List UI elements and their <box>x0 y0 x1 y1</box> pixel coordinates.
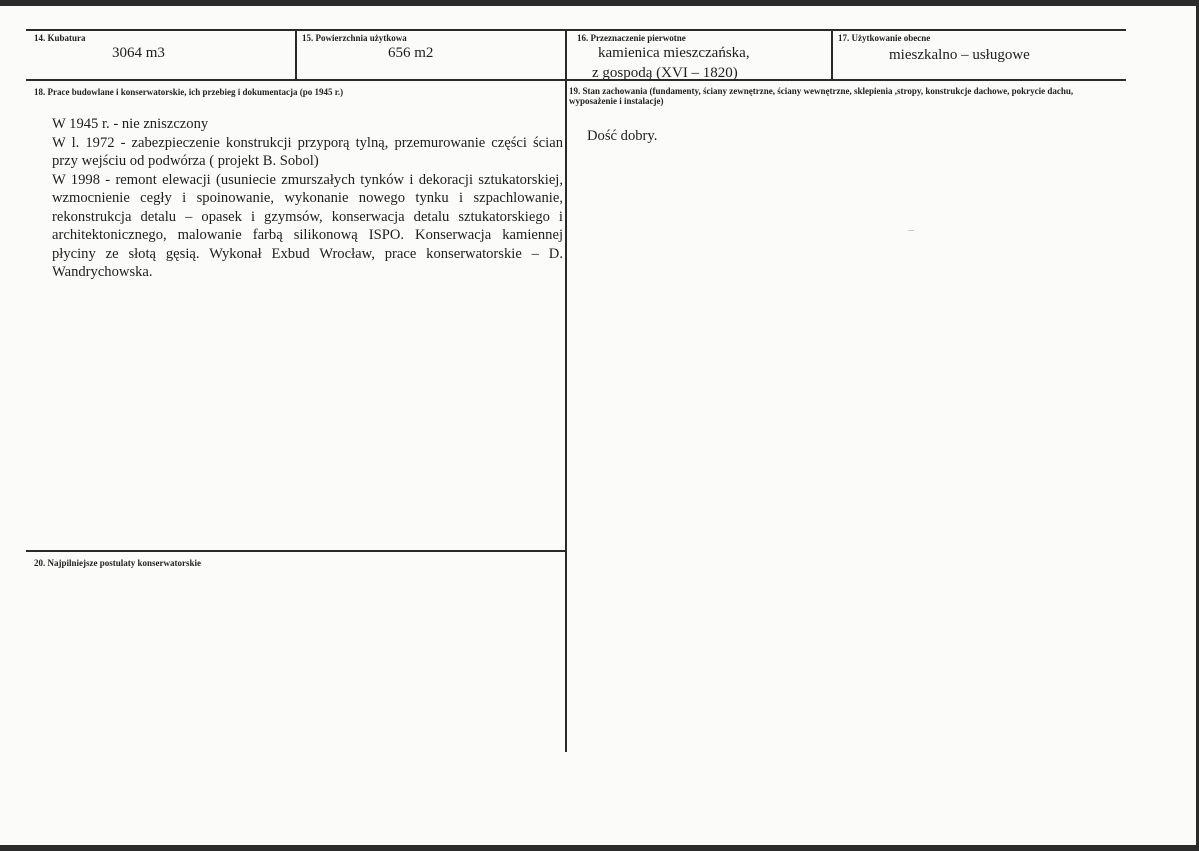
kubatura-value: 3064 m3 <box>112 45 165 61</box>
header-row-rule <box>26 79 1126 81</box>
uzytkowanie-value: mieszkalno – usługowe <box>889 47 1030 63</box>
przeznaczenie-value-line2: z gospodą (XVI – 1820) <box>592 65 738 81</box>
prace-entries <box>52 115 563 282</box>
stan-label: 19. Stan zachowania (fundamenty, ściany zewnętrzne, ściany wewnętrzne, sklepienia ,stropy, konstrukcje dachowe, pokrycie dachu, wyposażenie i instalacje) <box>569 86 1074 106</box>
przeznaczenie-value-line1: kamienica mieszczańska, <box>598 45 750 61</box>
prace-entry-1945: W 1945 r. - nie zniszczony <box>52 116 209 132</box>
prace-entry-1998: W 1998 - remont elewacji (usuniecie zmurszałych tynków i dekoracji sztukatorskiej, wzmocnienie cegły i spoinowanie, wykonanie nowego tynku i szpachlowanie, rekonstrukcja detalu – opasek i gzymsów, konserwacja detalu sztukatorskiego i architektonicznego, malowanie farbą silikonową ISPO. Konserwacja kamiennej płyciny ze słotą gęsią. Wykonał Exbud Wrocław, prace konserwatorskie – D. Wandrychowska. <box>52 171 563 280</box>
postulaty-label: 20. Najpilniejsze postulaty konserwatorskie <box>34 558 201 568</box>
prace-label: 18. Prace budowlane i konserwatorskie, ich przebieg i dokumentacja (po 1945 r.) <box>34 87 344 97</box>
postulates-rule <box>26 550 566 552</box>
top-rule <box>26 29 1126 31</box>
divider-15 <box>295 29 297 81</box>
uzytkowanie-label: 17. Użytkowanie obecne <box>838 33 931 43</box>
prace-entry-1972: W l. 1972 - zabezpieczenie konstrukcji przyporą tylną, przemurowanie części ścian przy wejściu od podwórza ( projekt B. Sobol) <box>52 134 563 169</box>
document-sheet <box>0 6 1196 845</box>
przeznaczenie-label: 16. Przeznaczenie pierwotne <box>577 33 686 43</box>
kubatura-label: 14. Kubatura <box>34 33 86 43</box>
powierzchnia-label: 15. Powierzchnia użytkowa <box>302 33 407 43</box>
divider-center <box>565 29 567 752</box>
powierzchnia-value: 656 m2 <box>388 45 434 61</box>
stan-value: Dość dobry. <box>587 128 658 144</box>
scan-speck <box>908 230 914 231</box>
divider-17 <box>831 29 833 81</box>
